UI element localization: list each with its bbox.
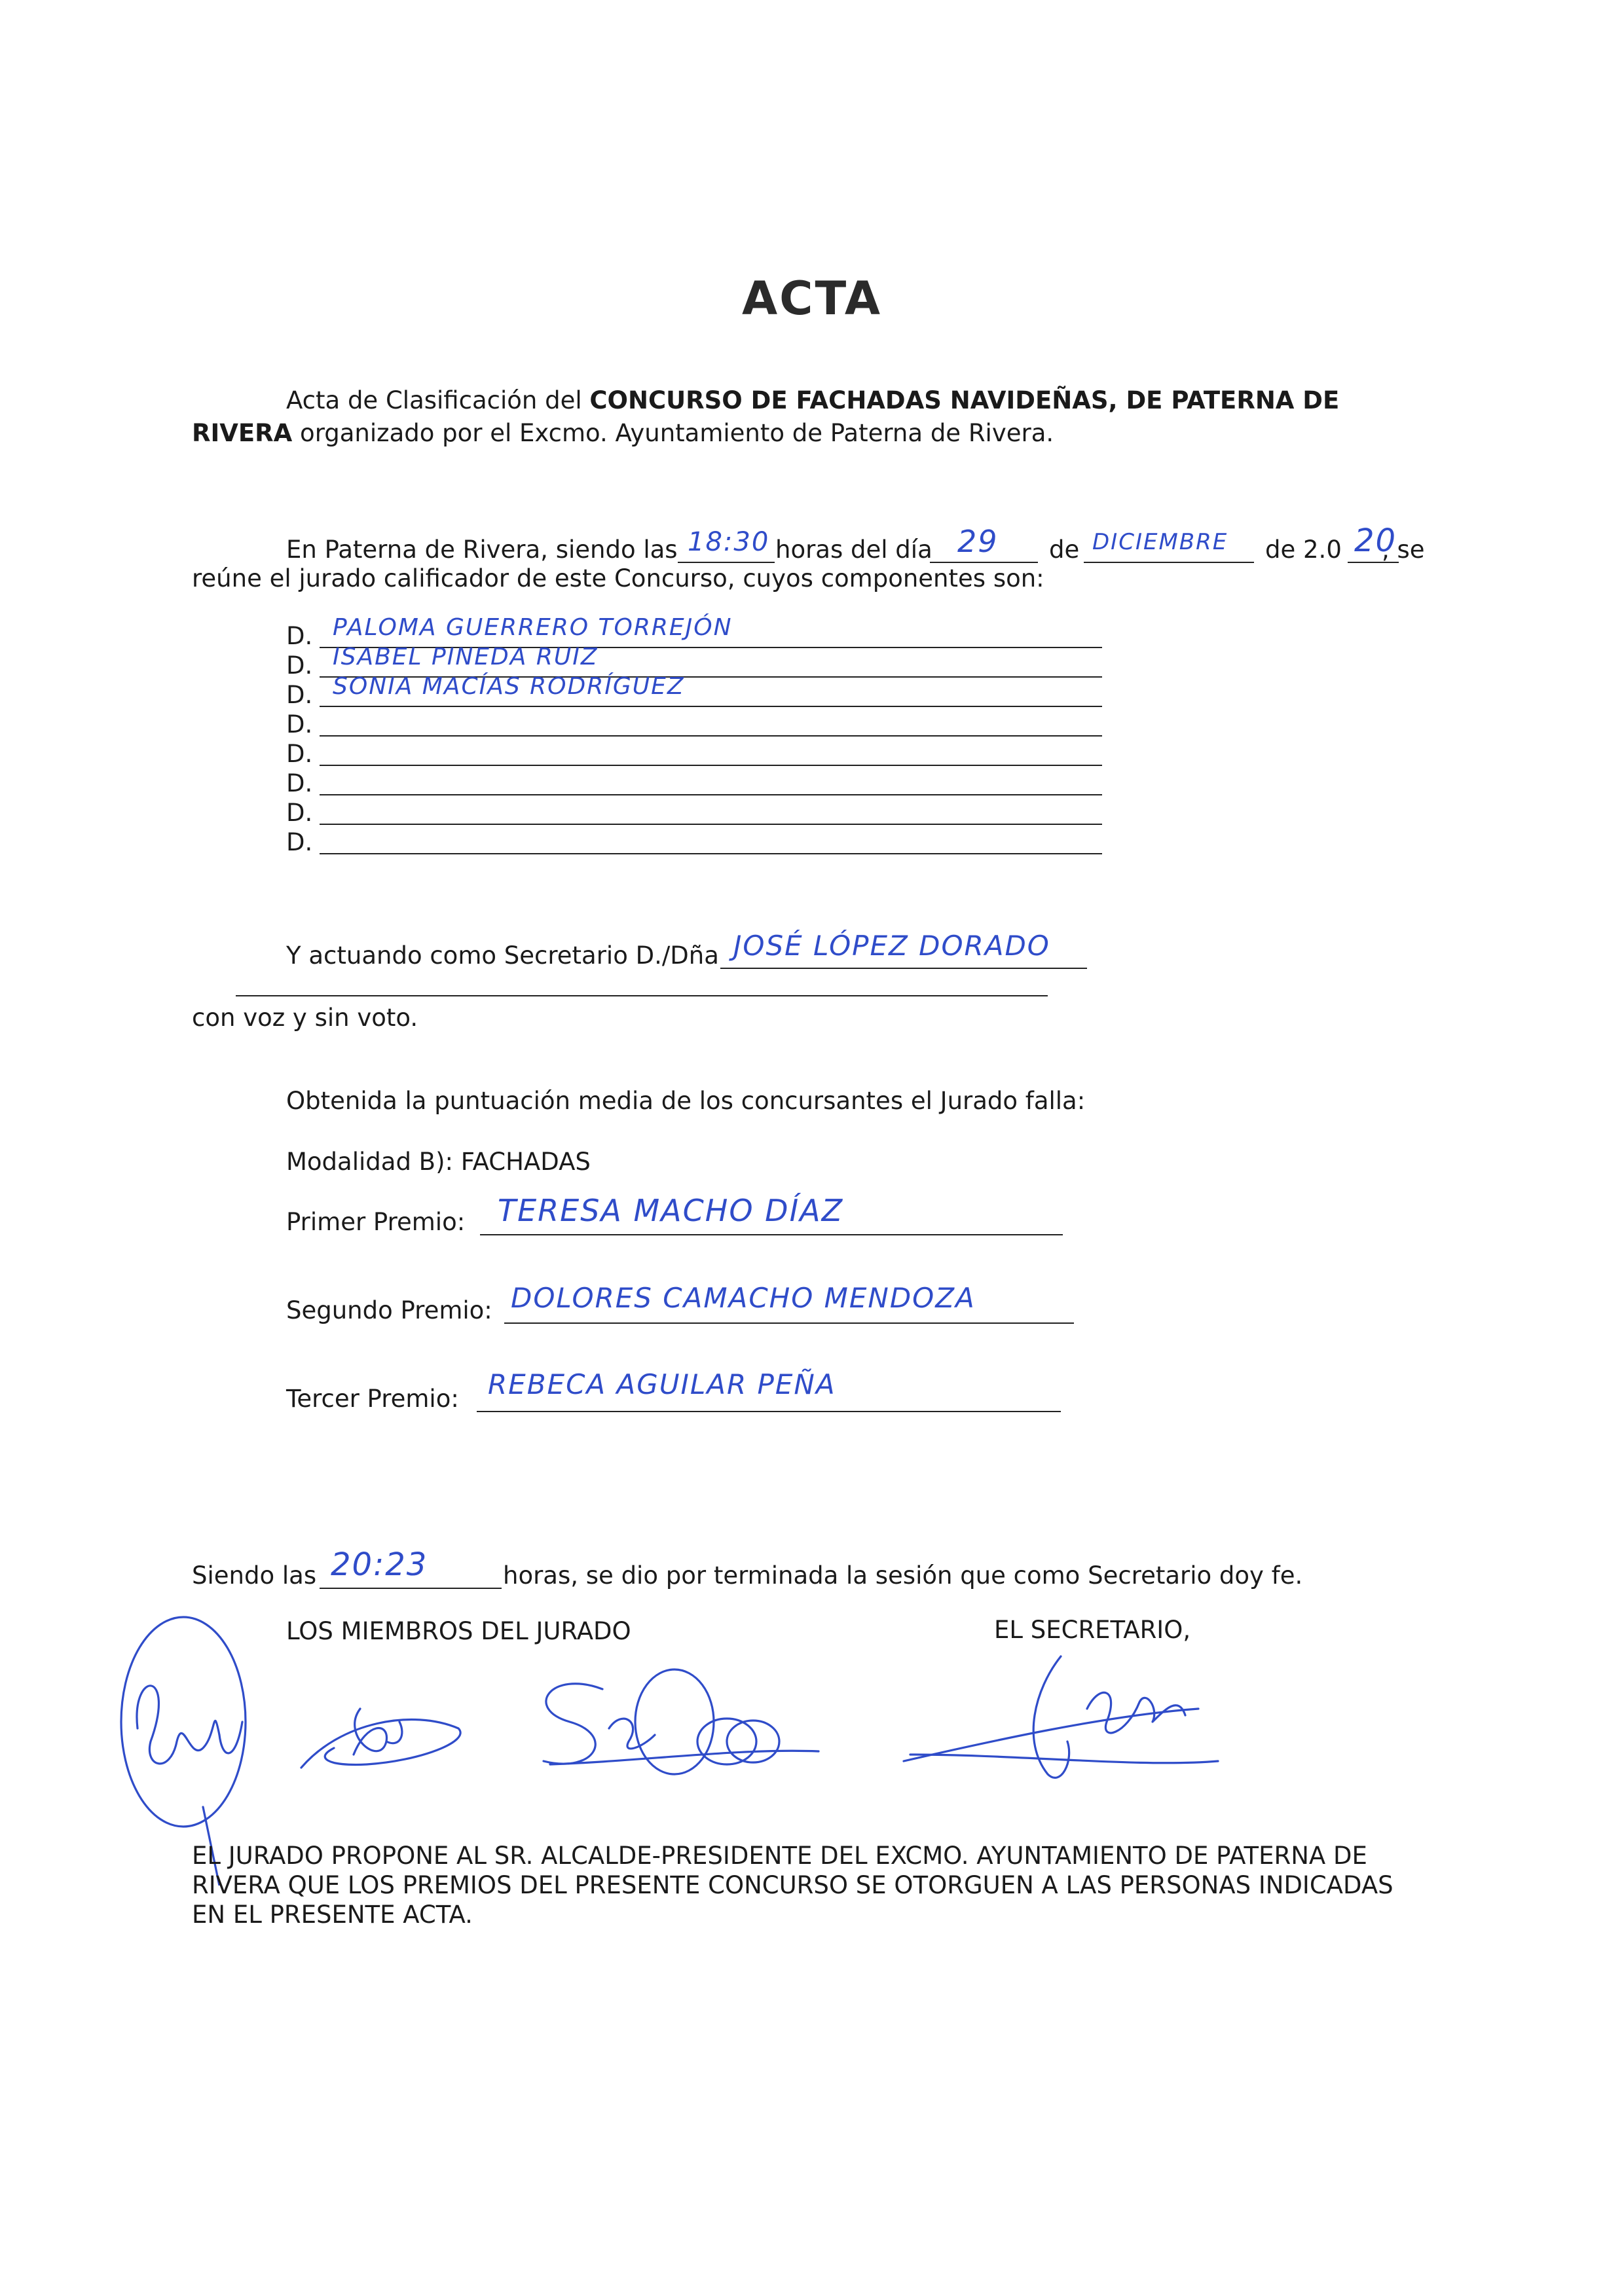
third-prize-label: Tercer Premio: (286, 1385, 459, 1413)
member-signature-2 (288, 1696, 478, 1787)
intro-line-2 (192, 419, 1054, 448)
member-name: SONIA MACÍAS RODRÍGUEZ (333, 673, 685, 700)
member-prefix: D. (286, 622, 313, 650)
proposal-line-2: RIVERA QUE LOS PREMIOS DEL PRESENTE CONCURSO SE OTORGUEN A LAS PERSONAS INDICADAS (192, 1871, 1393, 1899)
member-name: ISABEL PINEDA RUIZ (333, 644, 599, 670)
secretary-label: Y actuando como Secretario D./Dña (286, 941, 719, 970)
session-text-3: de (1049, 536, 1080, 564)
second-prize-value: DOLORES CAMACHO MENDOZA (511, 1282, 976, 1314)
contest-name: CONCURSO DE FACHADAS NAVIDEÑAS, DE PATERNA DE (589, 386, 1340, 414)
proposal-line-1: EL JURADO PROPONE AL SR. ALCALDE-PRESIDENTE DEL EXCMO. AYUNTAMIENTO DE PATERNA DE (192, 1842, 1367, 1870)
member-name: PALOMA GUERRERO TORREJÓN (333, 614, 733, 641)
secretary-name: JOSÉ LÓPEZ DORADO (733, 930, 1050, 962)
secretary-tail: con voz y sin voto. (192, 1004, 418, 1032)
proposal-line-3: EN EL PRESENTE ACTA. (192, 1901, 473, 1929)
results-intro: Obtenida la puntuación media de los concursantes el Jurado falla: (286, 1087, 1086, 1115)
first-prize-label: Primer Premio: (286, 1208, 466, 1236)
closing-text-2: horas, se dio por terminada la sesión que como Secretario doy fe. (503, 1561, 1303, 1590)
members-signature-label: LOS MIEMBROS DEL JURADO (286, 1617, 631, 1645)
member-prefix: D. (286, 651, 313, 680)
member-line (320, 765, 1102, 766)
member-line (320, 735, 1102, 737)
intro-text: Acta de Clasificación del (286, 386, 590, 414)
member-line (320, 794, 1102, 795)
member-line (320, 706, 1102, 707)
closing-text-1: Siendo las (192, 1561, 317, 1590)
modality-label: Modalidad B): FACHADAS (286, 1148, 591, 1176)
second-prize-label: Segundo Premio: (286, 1296, 492, 1324)
first-prize-value: TERESA MACHO DÍAZ (498, 1193, 844, 1228)
secretary-signature-label: EL SECRETARIO, (994, 1616, 1191, 1644)
contest-name-end: RIVERA (192, 419, 293, 447)
third-prize-value: REBECA AGUILAR PEÑA (488, 1368, 836, 1400)
month-value: DICIEMBRE (1092, 529, 1228, 555)
organizer-text: organizado por el Excmo. Ayuntamiento de Paterna de Rivera. (292, 419, 1054, 447)
member-line (320, 824, 1102, 825)
session-text-6: reúne el jurado calificador de este Concurso, cuyos componentes son: (192, 564, 1044, 592)
member-prefix: D. (286, 710, 313, 738)
session-text-4: de 2.0 (1265, 536, 1342, 564)
secretary-signature (891, 1643, 1231, 1794)
session-text-5: , se (1382, 536, 1425, 564)
member-prefix: D. (286, 769, 313, 797)
member-prefix: D. (286, 681, 313, 709)
member-prefix: D. (286, 799, 313, 827)
session-text-1: En Paterna de Rivera, siendo las (286, 536, 678, 564)
intro-line-1 (286, 386, 1339, 415)
session-text-2: horas del día (775, 536, 932, 564)
end-time-value: 20:23 (331, 1546, 428, 1583)
year-value: 20 (1354, 522, 1397, 559)
member-prefix: D. (286, 828, 313, 856)
document-title: ACTA (741, 272, 883, 325)
member-signature-3 (511, 1650, 832, 1794)
day-value: 29 (957, 524, 999, 559)
member-prefix: D. (286, 740, 313, 768)
member-line (320, 853, 1102, 854)
hour-value: 18:30 (688, 527, 770, 557)
